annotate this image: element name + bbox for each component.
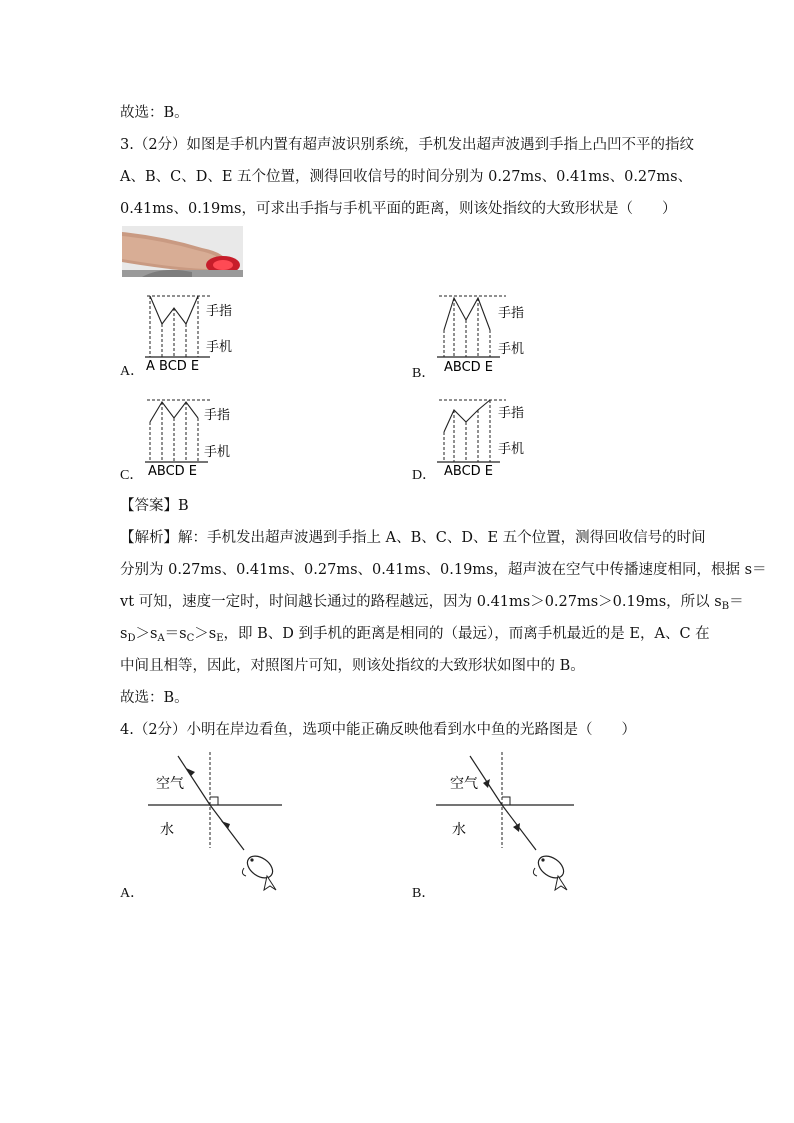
fish-icon (242, 852, 276, 890)
conclusion-line-2: 故选：B。 (120, 690, 189, 706)
letters-label: ABCD E (148, 464, 198, 476)
water-label: 水 (160, 822, 174, 838)
option-d-label[interactable]: D． (412, 468, 437, 483)
option-c-fingerprint-diagram[interactable] (140, 392, 250, 476)
question-4-line: 4.（2分）小明在岸边看鱼，选项中能正确反映他看到水中鱼的光路图是（ ） (120, 722, 637, 738)
question-3-line-2: A、B、C、D、E 五个位置，测得回收信号的时间分别为 0.27ms、0.41ms、0.27ms、 (120, 169, 693, 185)
fish-option-a-light-path-diagram[interactable] (148, 752, 288, 894)
explanation-line-5: 中间且相等，因此，对照图片可知，则该处指纹的大致形状如图中的 B。 (120, 658, 585, 674)
subscript-b: B (721, 601, 730, 612)
answer-line: 【答案】B (120, 498, 189, 514)
phone-label: 手机 (206, 340, 233, 355)
letters-label: ABCD E (444, 464, 494, 476)
option-a-fingerprint-diagram[interactable] (140, 290, 250, 374)
option-d-fingerprint-diagram[interactable] (432, 392, 542, 476)
letters-label: ABCD E (444, 360, 494, 374)
option-b-fingerprint-diagram[interactable] (432, 290, 542, 374)
explanation-line-1: 【解析】解：手机发出超声波遇到手指上 A、B、C、D、E 五个位置，测得回收信号的时间 (120, 530, 706, 546)
phone-label: 手机 (204, 445, 231, 460)
finger-label: 手指 (206, 304, 233, 319)
phone-label: 手机 (498, 442, 525, 457)
question-3-line-3: 0.41ms、0.19ms，可求出手指与手机平面的距离，则该处指纹的大致形状是（ ） (120, 201, 677, 217)
explanation-line-2: 分别为 0.27ms、0.41ms、0.27ms、0.41ms、0.19ms，超声波在空气中传播速度相同，根据 s＝ (120, 562, 767, 578)
equals-sign: ＝ (729, 594, 744, 610)
explanation-line-4-text: ，即 B、D 到手机的距离是相同的（最远），而离手机最近的是 E，A、C 在 (223, 626, 710, 642)
finger-label: 手指 (498, 406, 525, 421)
question-3-line-1: 3.（2分）如图是手机内置有超声波识别系统，手机发出超声波遇到手指上凸凹不平的指纹 (120, 137, 695, 153)
fish-option-b-label[interactable]: B． (412, 886, 436, 901)
option-c-label[interactable]: C． (120, 468, 144, 483)
phone-label: 手机 (498, 342, 525, 357)
letters-label: A BCD E (146, 359, 200, 374)
water-label: 水 (452, 822, 466, 838)
finger-label: 手指 (204, 408, 231, 423)
finger-phone-photo (122, 226, 243, 277)
fish-option-b-light-path-diagram[interactable] (436, 752, 576, 894)
explanation-line-3-text: vt 可知，速度一定时，时间越长通过的路程越远，因为 0.41ms＞0.27ms＞0.19ms，所以 s (120, 594, 722, 610)
air-label: 空气 (156, 776, 184, 792)
finger-label: 手指 (498, 306, 525, 321)
explanation-line-4: $s_D>s_A=s_C>s_E$，即 B、D 到手机的距离是相同的（最远），而离手机最近的是 E，A、C 在 (120, 626, 710, 644)
fish-icon (533, 852, 567, 890)
explanation-line-3 (120, 592, 744, 617)
fish-option-a-label[interactable]: A． (120, 886, 145, 901)
option-b-label[interactable]: B． (412, 366, 436, 381)
air-label: 空气 (450, 776, 478, 792)
conclusion-line-1: 故选：B。 (120, 105, 189, 121)
option-a-label[interactable]: A． (120, 364, 145, 379)
